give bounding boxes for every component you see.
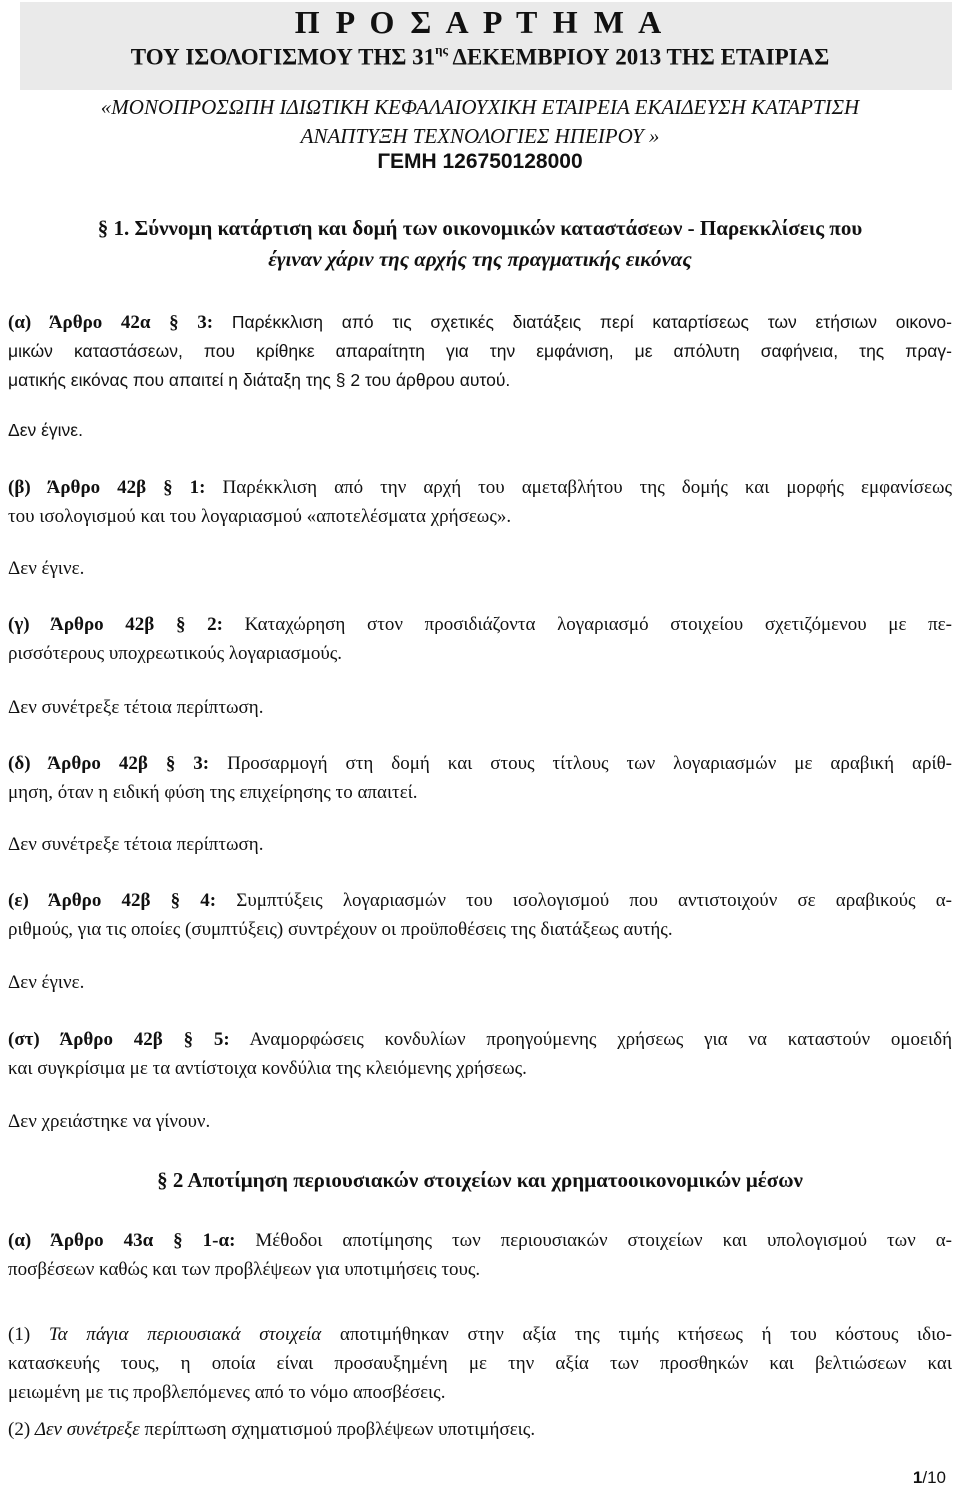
page-number: 1/10 — [912, 1468, 946, 1487]
section1-title: § 1. Σύννομη κατάρτιση και δομή των οικονομικών καταστάσεων - Παρεκκλίσεις που έγιναν χάριν της αρχής της πραγματικής εικόνας — [97, 216, 863, 271]
section1-a-note: Δεν έγινε. — [8, 420, 83, 440]
document-subtitle: ΤΟΥ ΙΣΟΛΟΓΙΣΜΟΥ ΤΗΣ $31^{\eta\varsigma}$ ΔΕΚΕΜΒΡΙΟΥ 2013 ΤΗΣ ΕΤΑΙΡΙΑΣ — [130, 42, 830, 70]
section1-a-paragraph: (α) Άρθρο 42α § 3: Παρέκκλιση από τις σχετικές διατάξεις περί καταρτίσεως των ετήσιων οικονο- μικών καταστάσεων, που κρίθηκε απαραίτητη για την εμφάνιση, με απόλυτη σαφήνεια, της πραγ- ματικής εικόνας που απαιτεί η διάταξη της § 2 του άρθρου αυτού. — [8, 312, 952, 390]
section1-f-note: Δεν χρειάστηκε να γίνουν. — [8, 1111, 211, 1132]
section1-e-paragraph: (ε) Άρθρο 42β § 4: Συμπτύξεις λογαριασμών του ισολογισμού που αντιστοιχούν σε αραβικούς α- ριθμούς, για τις οποίες (συμπτύξεις) συντρέχουν οι προϋποθέσεις της διατάξεως αυτής. — [8, 890, 952, 940]
section1-d-paragraph: (δ) Άρθρο 42β § 3: Προσαρμογή στη δομή και στους τίτλους των λογαριασμών με αραβική αρίθ- μηση, όταν η ειδική φύση της επιχείρησης το απαιτεί. — [8, 753, 953, 803]
section2-a-paragraph: (α) Άρθρο 43α § 1-α: Μέθοδοι αποτίμησης των περιουσιακών στοιχείων και υπολογισμού των α- ποσβέσεων καθώς και των προβλέψεων για υποτιμήσεις τους. — [8, 1230, 953, 1280]
document-title: Π Ρ Ο Σ Α Ρ Τ Η Μ Α — [294, 4, 666, 40]
section1-b-note: Δεν έγινε. — [8, 558, 85, 579]
section2-p1-paragraph: (1) Τα πάγια περιουσιακά στοιχεία αποτιμήθηκαν στην αξία της τιμής κτήσεως ή του κόστους ιδιο- κατασκευής τους, η οποία είναι προσαυξημένη με την αξία των προσθηκών και βελτιώσεων και μειωμένη με τις προβλεπόμενες από το νόμο αποσβέσεις. — [8, 1324, 953, 1403]
section1-b-paragraph: (β) Άρθρο 42β § 1: Παρέκκλιση από την αρχή του αμεταβλήτου της δομής και μορφής εμφανίσεως του ισολογισμού και του λογαριασμού «αποτελέσματα χρήσεως». — [8, 477, 953, 527]
section2-title: § 2 Αποτίμηση περιουσιακών στοιχείων και χρηματοοικονομικών μέσων — [157, 1168, 803, 1192]
company-name: «ΜΟΝΟΠΡΟΣΩΠΗ ΙΔΙΩΤΙΚΗ ΚΕΦΑΛΑΙΟΥΧΙΚΗ ΕΤΑΙΡΕΙΑ ΕΚΑΙΔΕΥΣΗ ΚΑΤΑΡΤΙΣΗ ΑΝΑΠΤΥΞΗ ΤΕΧΝΟΛΟΓΙΕΣ ΗΠΕΙΡΟΥ » — [100, 95, 860, 148]
section2-p2-paragraph: (2) Δεν συνέτρεξε περίπτωση σχηματισμού προβλέψεων υποτιμήσεις. — [8, 1419, 536, 1440]
section1-e-note: Δεν έγινε. — [8, 972, 85, 993]
section1-c-paragraph: (γ) Άρθρο 42β § 2: Καταχώρηση στον προσιδιάζοντα λογαριασμό στοιχείου σχετιζόμενου με πε- ρισσότερους υποχρεωτικούς λογαριασμούς. — [8, 614, 952, 664]
section1-f-paragraph: (στ) Άρθρο 42β § 5: Αναμορφώσεις κονδυλίων προηγούμενης χρήσεως για να καταστούν ομοειδή και συγκρίσιμα με τα αντίστοιχα κονδύλια της κλειόμενης χρήσεως. — [8, 1029, 952, 1079]
gemh-number: ΓΕΜΗ 126750128000 — [377, 150, 583, 173]
section1-d-note: Δεν συνέτρεξε τέτοια περίπτωση. — [8, 834, 264, 855]
section1-c-note: Δεν συνέτρεξε τέτοια περίπτωση. — [8, 697, 264, 718]
